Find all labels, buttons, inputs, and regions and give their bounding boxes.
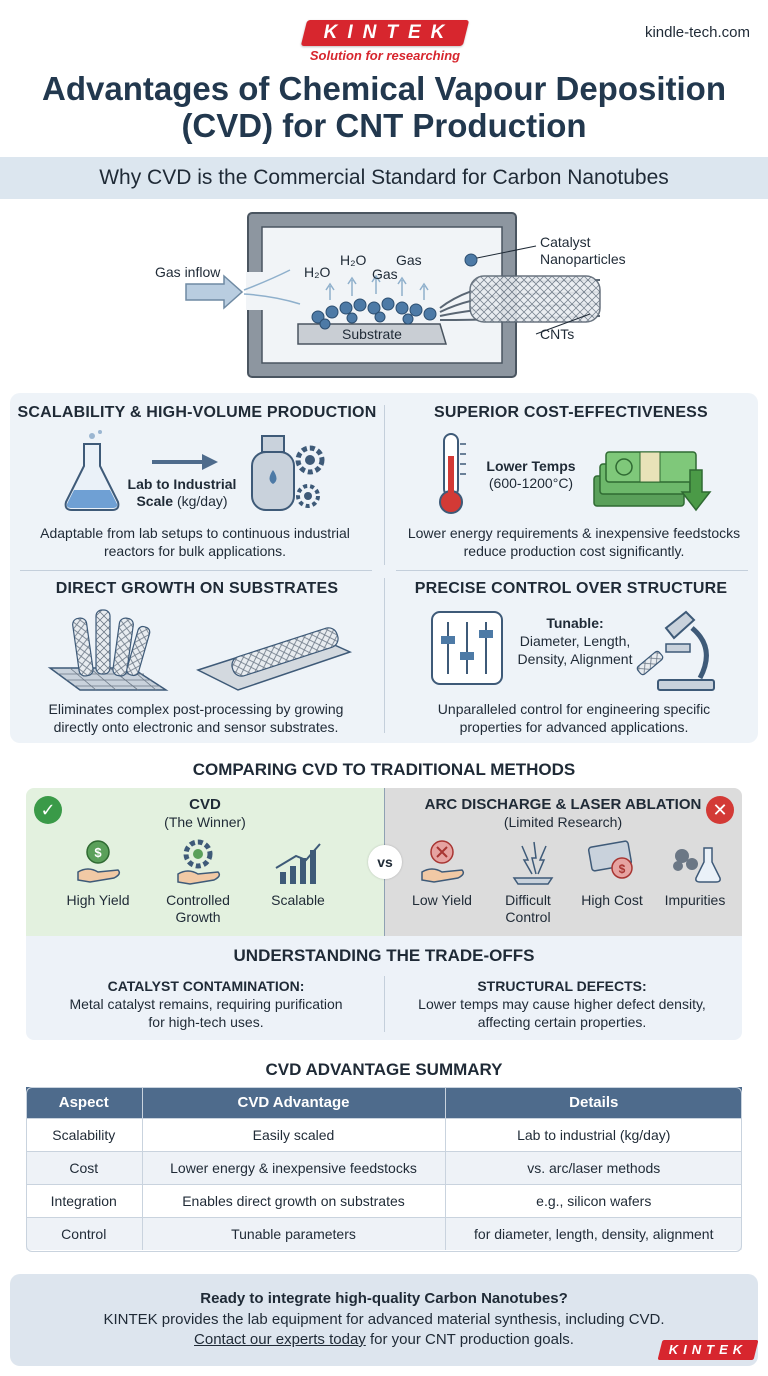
cell-advantage: Lower energy & inexpensive feedstocks <box>142 1151 445 1184</box>
sliders-icon <box>432 612 502 684</box>
h2o-label-1: H₂O <box>304 264 331 280</box>
footer-text <box>10 1310 758 1350</box>
footer-heading: Ready to integrate high-quality Carbon Nanotubes? <box>200 1290 568 1307</box>
compare-heading: COMPARING CVD TO TRADITIONAL METHODS <box>192 760 576 779</box>
trad-item-high-cost: High Cost <box>581 892 643 908</box>
svg-text:$: $ <box>618 862 626 876</box>
spark-icon <box>514 842 552 884</box>
footer-line-2-rest: for your CNT production goals. <box>365 1331 574 1348</box>
high-cost-icon <box>588 841 632 878</box>
cvd-reactor-diagram <box>0 200 768 390</box>
scalability-callout <box>122 476 242 510</box>
page-subtitle: Why CVD is the Commercial Standard for Carbon Nanotubes <box>99 166 669 189</box>
cvd-item-scalable: Scalable <box>271 892 325 908</box>
control-callout-bold: Tunable: <box>546 615 604 631</box>
gas-inflow-arrow <box>186 276 242 308</box>
summary-heading: CVD ADVANTAGE SUMMARY <box>265 1060 503 1079</box>
gas-label-2: Gas <box>396 252 422 268</box>
tradeoffs-heading: UNDERSTANDING THE TRADE-OFFS <box>233 946 535 965</box>
growth-chart-icon <box>276 844 320 884</box>
summary-table-border <box>26 1087 742 1252</box>
catalyst-label: Catalyst Nanoparticles <box>540 234 626 267</box>
controlled-gear-icon <box>178 842 219 884</box>
cnts-label: CNTs <box>540 326 575 342</box>
scalability-callout-bold: Lab to Industrial Scale <box>127 476 237 509</box>
cell-advantage: Enables direct growth on substrates <box>142 1184 445 1217</box>
cost-callout <box>476 458 586 492</box>
cell-advantage: Easily scaled <box>142 1118 445 1151</box>
cost-body: Lower energy requirements & inexpensive feedstocks reduce production cost significantly. <box>407 525 741 559</box>
traditional-title: ARC DISCHARGE & LASER ABLATION <box>424 796 702 813</box>
footer-line-2 <box>10 1330 758 1350</box>
cell-advantage: Tunable parameters <box>142 1217 445 1250</box>
flask-icon <box>66 430 119 510</box>
tradeoffs-divider <box>384 976 385 1032</box>
cvd-item-high-yield: High Yield <box>66 892 130 908</box>
direct-growth-heading: DIRECT GROWTH ON SUBSTRATES <box>55 580 339 597</box>
logo-tagline: Solution for researching <box>309 48 461 63</box>
wafer-tube-icon <box>198 625 350 690</box>
money-stack-icon <box>594 452 710 510</box>
cvd-subtitle: (The Winner) <box>164 814 246 830</box>
kintek-logo-text: KINTEK <box>323 22 455 43</box>
cvd-title: CVD <box>189 796 221 813</box>
cell-details: for diameter, length, density, alignment <box>445 1217 742 1250</box>
cost-heading: SUPERIOR COST-EFFECTIVENESS <box>434 404 708 421</box>
structural-defects-body: Lower temps may cause higher defect density, affecting certain properties. <box>418 996 706 1030</box>
cvd-icons <box>70 838 370 888</box>
substrate-label: Substrate <box>342 326 402 342</box>
h2o-label-2: H₂O <box>340 252 367 268</box>
traditional-icons <box>410 838 730 888</box>
footer-line-1: KINTEK provides the lab equipment for advanced material synthesis, including CVD. <box>103 1311 665 1328</box>
scalability-heading: SCALABILITY & HIGH-VOLUME PRODUCTION <box>17 404 377 421</box>
control-callout-rest: Diameter, Length, Density, Alignment <box>517 633 633 667</box>
direct-growth-illustration <box>40 604 360 696</box>
vs-badge: vs <box>368 845 402 879</box>
thermometer-icon <box>440 434 466 513</box>
cell-aspect: Cost <box>26 1151 142 1184</box>
cost-callout-rest: (600-1200°C) <box>488 475 574 491</box>
col-cvd-advantage: CVD Advantage <box>142 1087 445 1118</box>
trad-item-impurities: Impurities <box>664 892 726 908</box>
panel-divider-left <box>20 570 372 571</box>
catalyst-particle-marker <box>465 254 477 266</box>
cell-aspect: Scalability <box>26 1118 142 1151</box>
reactor-inlet <box>246 272 264 310</box>
cell-details: vs. arc/laser methods <box>445 1151 742 1184</box>
control-body: Unparalleled control for engineering specific properties for advanced applications. <box>437 701 711 735</box>
cell-details: Lab to industrial (kg/day) <box>445 1118 742 1151</box>
substrate-grid-icon <box>50 610 166 690</box>
control-callout <box>508 614 642 668</box>
catalyst-contamination-body: Metal catalyst remains, requiring purification for high-tech uses. <box>69 996 343 1030</box>
trad-item-low-yield: Low Yield <box>412 892 472 908</box>
panel-divider-top <box>384 405 385 565</box>
gas-label-1: Gas <box>372 266 398 282</box>
traditional-subtitle: (Limited Research) <box>503 814 623 830</box>
cross-icon: ✕ <box>706 796 734 824</box>
cost-callout-bold: Lower Temps <box>486 458 576 474</box>
svg-text:$: $ <box>94 845 102 860</box>
scale-arrow <box>152 454 218 470</box>
microscope-icon <box>636 612 714 690</box>
scalability-callout-rest: (kg/day) <box>176 493 228 509</box>
direct-growth-body: Eliminates complex post-processing by growing directly onto electronic and sensor substrates. <box>48 701 344 735</box>
reactor-gear-icon <box>252 436 322 510</box>
contact-link[interactable]: Contact our experts today <box>194 1331 366 1348</box>
catalyst-contamination-title: CATALYST CONTAMINATION: <box>107 978 305 994</box>
check-icon: ✓ <box>34 796 62 824</box>
impurities-icon <box>673 848 720 882</box>
control-heading: PRECISE CONTROL OVER STRUCTURE <box>414 580 728 597</box>
panel-divider-right <box>396 570 748 571</box>
trad-item-difficult-control: Difficult Control <box>505 892 551 925</box>
yield-coin-icon <box>78 841 119 882</box>
page-title: Advantages of Chemical Vapour Deposition (CVD) for CNT Production <box>42 70 726 144</box>
cell-details: e.g., silicon wafers <box>445 1184 742 1217</box>
scalability-body: Adaptable from lab setups to continuous industrial reactors for bulk applications. <box>40 525 350 559</box>
gas-inflow-label: Gas inflow <box>155 264 221 280</box>
footer-logo-text: KINTEK <box>668 1342 748 1357</box>
cell-aspect: Control <box>26 1217 142 1250</box>
cell-aspect: Integration <box>26 1184 142 1217</box>
low-yield-icon <box>422 841 463 882</box>
cvd-item-controlled-growth: Controlled Growth <box>166 892 230 925</box>
panel-divider-bottom <box>384 578 385 733</box>
site-link[interactable]: kindle-tech.com <box>644 24 750 41</box>
structural-defects-title: STRUCTURAL DEFECTS: <box>477 978 647 994</box>
col-aspect: Aspect <box>26 1087 142 1118</box>
col-details: Details <box>445 1087 742 1118</box>
